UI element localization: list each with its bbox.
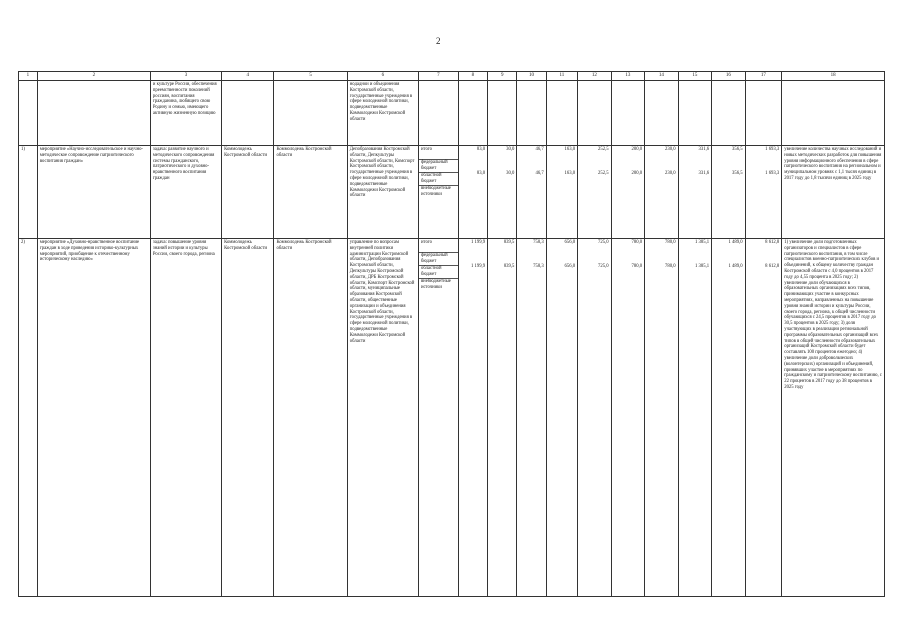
amount-value [461, 159, 485, 171]
amount-value [748, 276, 780, 288]
funding-source-label: областной бюджет [419, 173, 458, 186]
amount-value [519, 159, 543, 171]
amount-value [580, 252, 609, 264]
header-cell: 7 [418, 72, 458, 81]
header-cell: 9 [488, 72, 517, 81]
amount-value: 356,5 [732, 147, 743, 152]
expected-result-cell: 1) увеличение доли подготовленных организаторов и специалистов в сфере патриотического воспитания, в том числе специалистов военно-патриотических клубов и объединений, к общему количеству граждан Костромской области с 4,0 процентов в 2017 году до 4,55 процента в 2025 году; 2) увеличение доли обучающихся в образовательных организациях всех типов, принимающих участие в конкурсных мероприятиях, направленных на повышение уровня знаний истории и культуры России, своего города, региона, к общей численности обучающихся с 24,5 процентов в 2017 году до 30,5 процентов в 2025 году; 3) доля участвующих в реализации региональной программы образовательных организаций всех типов в общей численности образовательных организаций Костромской области будет составлять 100 процентов ежегодно; 4) увеличение доли добровольческих (волонтерских) организаций и объединений, принявших участие в мероприятиях по гражданскому и патриотическому воспитанию, с 22 процентов в 2017 году до 38 процентов в 2025 году [782, 239, 885, 597]
funding-source-label: федеральный бюджет [419, 160, 458, 173]
amount-value [748, 183, 780, 195]
amount-value: 758,3 [533, 240, 544, 245]
amount-value: 780,0 [665, 264, 676, 269]
executors-cell: нодаднои и объединения Костромской области, государственные учреждения в сфере молодежной политики, подведомственные Коммолодежи Костромской области [347, 81, 418, 146]
row-number-cell: 1) [19, 146, 38, 239]
header-cell: 2 [37, 72, 150, 81]
funding-source-label: внебюджетные источники [420, 186, 451, 197]
year-amount-cell [458, 239, 487, 597]
amount-value [461, 183, 485, 195]
year-amount-cell [546, 146, 577, 239]
header-cell: 17 [745, 72, 782, 81]
amount-value: 1 385,1 [695, 240, 710, 245]
amount-value [681, 159, 710, 171]
amount-value [461, 276, 485, 288]
amount-value [490, 183, 514, 195]
funding-source-label: итого [419, 240, 458, 253]
amount-value: 839,5 [503, 264, 515, 269]
amount-value [549, 252, 575, 264]
amount-value: 1 489,0 [728, 264, 743, 269]
amount-value: 656,0 [564, 264, 576, 269]
task-cell: задача: развитие научного и методического сопровождения системы гражданского, патриотического и духовно-нравственного воспитания граждан [150, 146, 221, 239]
task-cell: задача: повышение уровня знаний истории и культуры России, своего города, региона [150, 239, 221, 597]
year-amount-cell [488, 239, 517, 597]
year-amount-cell [578, 146, 612, 239]
funding-sources-cell [418, 146, 458, 239]
amount-value: 780,0 [631, 240, 643, 245]
amount-value: 30,0 [506, 147, 515, 152]
task-cell: и культуре России, обеспечения преемственности поколений россиян, воспитания гражданина, любящего свою Родину и семью, имеющего активную жизненную позицию [150, 81, 221, 146]
amount-value: 46,7 [535, 171, 544, 176]
amount-value: 230,0 [665, 171, 676, 176]
amount-value: 1 199,9 [471, 264, 486, 269]
amount-value: 656,0 [564, 240, 576, 245]
measure-name-cell: мероприятие «Научно-исследовательское и научно-методическое сопровождение патриотического воспитания граждан» [37, 146, 150, 239]
amount-value: 1 693,3 [765, 147, 780, 152]
amount-value [490, 159, 514, 171]
header-cell: 8 [458, 72, 487, 81]
amount-value: 780,0 [631, 264, 643, 269]
amount-value [549, 159, 575, 171]
amount-value: 200,0 [631, 171, 643, 176]
expected-result-cell: увеличение количества научных исследований и новых методических разработок для повышения уровня информационного обеспечения в сфере патриотического воспитания на региональном и муниципальном уровнях с 1,1 тысяч единиц в 2017 году до 1,8 тысячи единиц в 2025 году [782, 146, 885, 239]
header-cell: 3 [150, 72, 221, 81]
amount-value: 1 693,3 [765, 171, 780, 176]
year-amount-cell [678, 146, 712, 239]
header-cell: 14 [645, 72, 679, 81]
year-amount-cell [517, 239, 546, 597]
amount-value [714, 159, 743, 171]
amount-value [519, 252, 543, 264]
header-cell: 13 [611, 72, 645, 81]
responsible-cell: Коммолодежь Костромской области [274, 239, 347, 597]
year-amount-cell [645, 146, 679, 239]
amount-value: 331,6 [698, 147, 710, 152]
amount-value [647, 159, 676, 171]
year-amount-cell [578, 239, 612, 597]
executors-cell: управление по вопросам внутренней политики администрации Костромской области, Депобразования Костромской области, Депкультуры Костромской области, ДРБ Костромской области, Комспорт Костромской области, муниципальные образования Костромской области, общественные организации и объединения Костромской области, государственные учреждения в сфере молодежной политики, подведомственные Коммолодежи Костромской области [347, 239, 418, 597]
amount-value: 1 489,0 [728, 240, 743, 245]
year-amount-cell [745, 146, 782, 239]
continuation-row [19, 81, 885, 146]
header-cell: 1 [19, 72, 38, 81]
amount-value: 230,0 [665, 147, 676, 152]
amount-value: 758,3 [533, 264, 544, 269]
header-cell: 6 [347, 72, 418, 81]
amount-value: 83,0 [476, 147, 486, 152]
amount-value: 1 199,9 [471, 240, 486, 245]
row-number-cell: 2) [19, 239, 38, 597]
amount-value: 8 612,8 [765, 240, 780, 245]
header-cell: 10 [517, 72, 546, 81]
amount-value: 725,0 [598, 264, 609, 269]
funding-source-label: внебюджетные источники [420, 279, 451, 290]
amount-value: 163,0 [564, 171, 576, 176]
amount-value: 200,0 [631, 147, 643, 152]
amount-value [580, 276, 609, 288]
administrator-cell: Коммолодежь Костромской области [222, 146, 274, 239]
amount-value [647, 252, 676, 264]
amount-value [681, 183, 710, 195]
header-cell: 11 [546, 72, 577, 81]
amount-value: 46,7 [535, 147, 544, 152]
amount-value [614, 183, 643, 195]
amount-value: 331,6 [698, 171, 710, 176]
administrator-cell: Коммолодежь Костромской области [222, 239, 274, 597]
header-cell: 16 [712, 72, 746, 81]
amount-value [490, 252, 514, 264]
amount-value [549, 276, 575, 288]
year-amount-cell [678, 239, 712, 597]
header-cell: 4 [222, 72, 274, 81]
funding-source-label: федеральный бюджет [419, 253, 458, 266]
amount-value: 163,0 [564, 147, 576, 152]
year-amount-cell [546, 239, 577, 597]
amount-value [519, 276, 543, 288]
year-amount-cell [745, 239, 782, 597]
amount-value [681, 252, 710, 264]
amount-value: 252,5 [598, 171, 609, 176]
amount-value [748, 159, 780, 171]
year-amount-cell [712, 239, 746, 597]
amount-value: 83,0 [476, 171, 486, 176]
table-row [19, 146, 885, 239]
year-amount-cell [458, 146, 487, 239]
executors-cell: Депобразования Костромской области, Депкультуры Костромской области, Комспорт Костромской области, государственные учреждения в сфере молодежной политики, подведомственные Коммолодежи Костромской области [347, 146, 418, 239]
funding-sources-cell [418, 239, 458, 597]
responsible-cell: Коммолодежь Костромской области [274, 146, 347, 239]
program-table [18, 71, 885, 597]
amount-value [580, 159, 609, 171]
year-amount-cell [712, 146, 746, 239]
amount-value [714, 252, 743, 264]
amount-value: 356,5 [732, 171, 743, 176]
amount-value: 252,5 [598, 147, 609, 152]
amount-value [681, 276, 710, 288]
amount-value: 1 385,1 [695, 264, 710, 269]
measure-name-cell: мероприятие «Духовно-нравственное воспитание граждан в ходе проведения историко-культурных мероприятий, приобщение к отечественному историческому наследию» [37, 239, 150, 597]
amount-value [647, 183, 676, 195]
amount-value [614, 159, 643, 171]
amount-value [614, 276, 643, 288]
amount-value: 780,0 [665, 240, 676, 245]
amount-value: 839,5 [503, 240, 515, 245]
page-number: 2 [436, 36, 441, 46]
header-row [19, 72, 885, 81]
funding-source-label: итого [419, 147, 458, 160]
year-amount-cell [517, 146, 546, 239]
amount-value: 8 612,8 [765, 264, 780, 269]
amount-value [614, 252, 643, 264]
table-row [19, 239, 885, 597]
amount-value [647, 276, 676, 288]
amount-value [519, 183, 543, 195]
amount-value [748, 252, 780, 264]
amount-value [714, 183, 743, 195]
year-amount-cell [645, 239, 679, 597]
amount-value [714, 276, 743, 288]
header-cell: 5 [274, 72, 347, 81]
year-amount-cell [488, 146, 517, 239]
header-cell: 18 [782, 72, 885, 81]
header-cell: 12 [578, 72, 612, 81]
year-amount-cell [611, 239, 645, 597]
amount-value: 725,0 [598, 240, 609, 245]
amount-value [490, 276, 514, 288]
amount-value [461, 252, 485, 264]
funding-source-label: областной бюджет [419, 266, 458, 279]
amount-value [580, 183, 609, 195]
amount-value: 30,0 [506, 171, 515, 176]
year-amount-cell [611, 146, 645, 239]
amount-value [549, 183, 575, 195]
header-cell: 15 [678, 72, 712, 81]
